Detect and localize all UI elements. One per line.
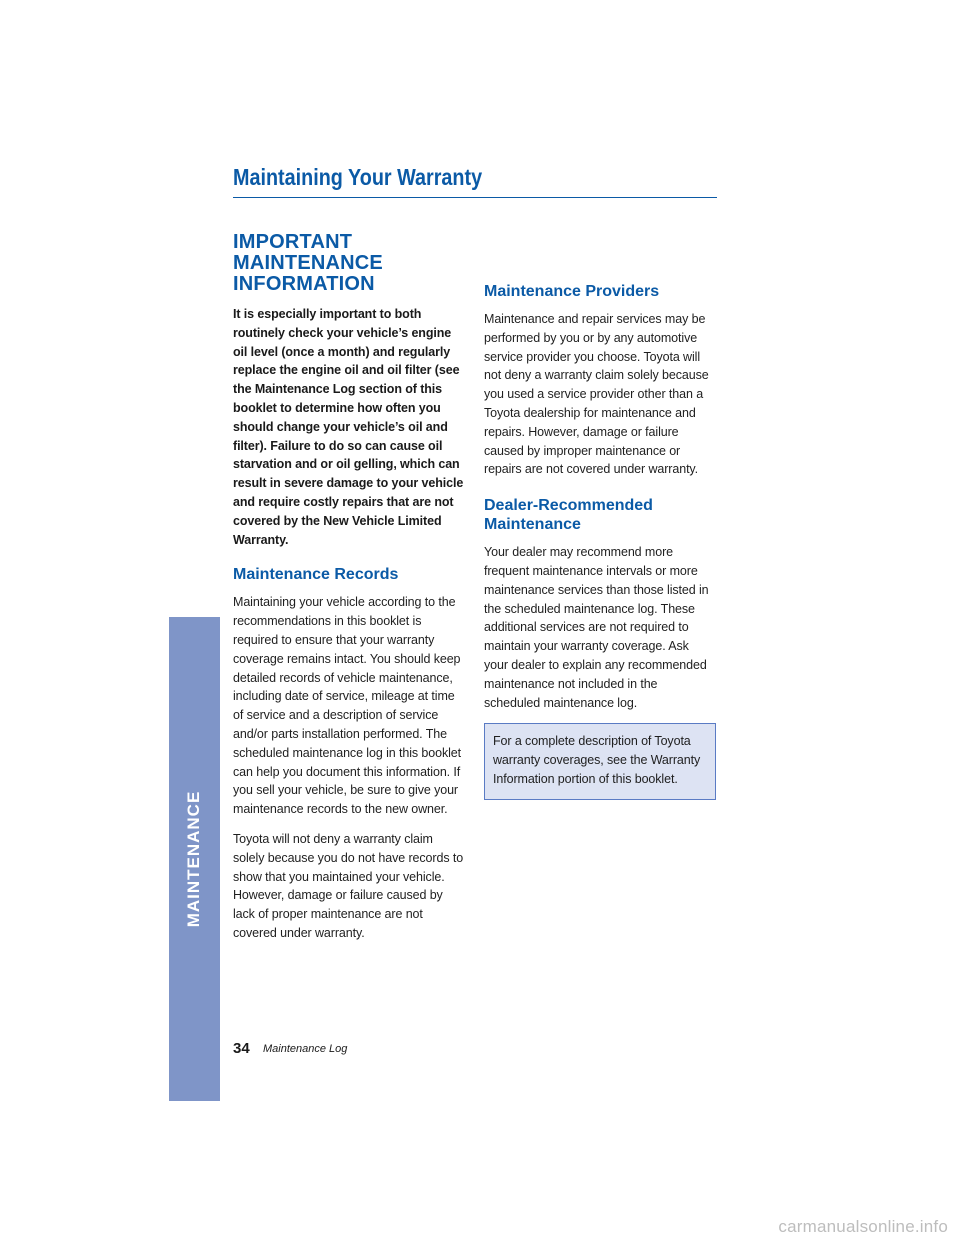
left-column	[233, 232, 465, 954]
dealer-heading-line2: Maintenance	[484, 516, 581, 534]
page-number: 34	[233, 1040, 250, 1057]
right-column	[484, 282, 716, 800]
providers-paragraph: Maintenance and repair services may be performed by you or by any automotive service provider you choose. Toyota will not deny a warranty claim solely because you used a service provider other than a Toyota dealership for maintenance and repairs. However, damage or failure caused by improper maintenance or repairs are not covered under warranty.	[484, 312, 709, 477]
dealer-heading	[484, 496, 716, 534]
records-paragraph-1: Maintaining your vehicle according to the recommendations in this booklet is required to ensure that your warranty coverage remains intact. You should keep detailed records of vehicle maintenance, including date of service, mileage at time of service and a description of service and/or parts installation performed. The scheduled maintenance log in this booklet can help you document this information. If you sell your vehicle, be sure to give your maintenance records to the new owner.	[233, 595, 461, 817]
records-heading: Maintenance Records	[233, 566, 399, 584]
section-side-tab	[169, 617, 220, 1101]
important-text: It is especially important to both routinely check your vehicle’s engine oil level (once a month) and regularly replace the engine oil and oil filter (see the Maintenance Log section of this booklet to determine how often you should change your vehicle’s oil and filter). Failure to do so can cause oil starvation and or oil gelling, which can result in severe damage to your vehicle and require costly repairs that are not covered by the New Vehicle Limited Warranty.	[233, 307, 464, 547]
warranty-note-box	[484, 723, 716, 799]
title-divider	[233, 197, 717, 198]
important-heading-line2: INFORMATION	[233, 273, 375, 295]
warranty-note-text: For a complete description of Toyota warranty coverages, see the Warranty Information portion of this booklet.	[493, 734, 701, 786]
important-heading-line1: IMPORTANT MAINTENANCE	[233, 231, 383, 274]
dealer-paragraph: Your dealer may recommend more frequent maintenance intervals or more maintenance services than those listed in the scheduled maintenance log. These additional services are not required to maintain your warranty coverage. Ask your dealer to explain any recommended maintenance not included in the scheduled maintenance log.	[484, 545, 709, 710]
side-tab-label: MAINTENANCE	[184, 790, 203, 928]
important-heading	[233, 232, 465, 295]
footer-section-label: Maintenance Log	[263, 1043, 348, 1055]
providers-heading: Maintenance Providers	[484, 283, 660, 300]
dealer-heading-line1: Dealer-Recommended	[484, 497, 653, 515]
watermark-text: carmanualsonline.info	[778, 1217, 948, 1236]
records-paragraph-2: Toyota will not deny a warranty claim solely because you do not have records to show that you maintained your vehicle. However, damage or failure caused by lack of proper maintenance are not covered under warranty.	[233, 831, 464, 940]
page-title: Maintaining Your Warranty	[233, 164, 483, 190]
